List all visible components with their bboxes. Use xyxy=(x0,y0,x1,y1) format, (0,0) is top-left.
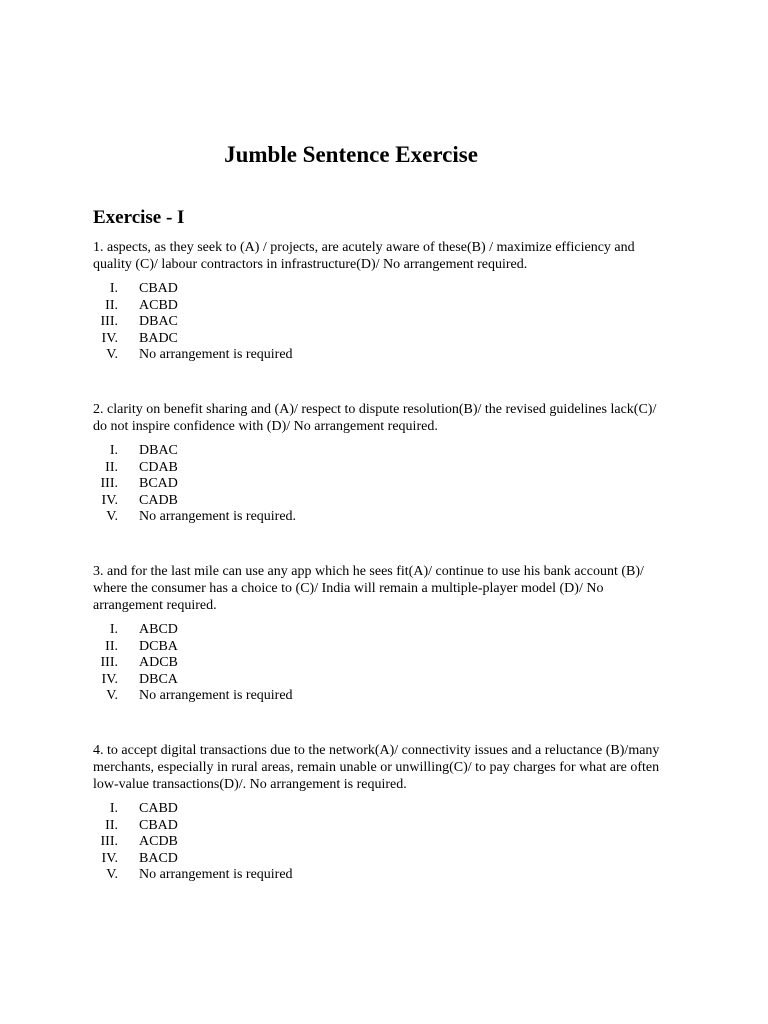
option-item xyxy=(93,347,673,364)
options-list xyxy=(93,801,673,884)
option-text: BACD xyxy=(139,850,178,866)
option-numeral: I. xyxy=(109,801,118,816)
question-text: 2. clarity on benefit sharing and (A)/ respect to dispute resolution(B)/ the revised guidelines lack(C)/ do not inspire confidence with (D)/ No arrangement required. xyxy=(93,402,657,434)
option-text: No arrangement is required xyxy=(139,867,293,883)
options-list xyxy=(93,622,673,705)
question-text: 1. aspects, as they seek to (A) / projects, are acutely aware of these(B) / maximize efficiency and quality (C)/ labour contractors in infrastructure(D)/ No arrangement required. xyxy=(93,240,635,272)
option-text: ABCD xyxy=(139,622,178,637)
option-numeral: II. xyxy=(105,459,118,475)
option-numeral: IV. xyxy=(101,850,118,866)
option-numeral: I. xyxy=(109,281,118,296)
option-item xyxy=(93,509,673,526)
option-numeral: IV. xyxy=(101,330,118,346)
question-text: 4. to accept digital transactions due to the network(A)/ connectivity issues and a reluctance (B)/many merchants, especially in rural areas, remain unable or unwilling(C)/ to pay charges for what are often low-value transactions(D)/. No arrangement is required. xyxy=(93,743,660,792)
option-item xyxy=(93,672,673,689)
option-text: DBCA xyxy=(139,671,178,687)
document-title: Jumble Sentence Exercise xyxy=(224,142,478,167)
section-heading: Exercise - I xyxy=(93,207,185,228)
option-numeral: V. xyxy=(106,347,118,363)
option-text: ADCB xyxy=(139,655,178,671)
option-text: CADB xyxy=(139,492,178,508)
option-item xyxy=(93,834,673,851)
option-numeral: IV. xyxy=(101,671,118,687)
option-text: DCBA xyxy=(139,638,178,654)
option-item xyxy=(93,851,673,868)
question-1 xyxy=(93,239,673,364)
option-item xyxy=(93,639,673,656)
option-numeral: III. xyxy=(100,655,118,671)
option-item xyxy=(93,476,673,493)
option-numeral: I. xyxy=(109,443,118,458)
option-text: CDAB xyxy=(139,459,178,475)
option-text: No arrangement is required xyxy=(139,688,293,704)
option-item xyxy=(93,281,673,298)
option-numeral: I. xyxy=(109,622,118,637)
option-text: No arrangement is required. xyxy=(139,509,297,525)
options-list xyxy=(93,281,673,364)
option-item xyxy=(93,314,673,331)
option-item xyxy=(93,460,673,477)
option-text: ACBD xyxy=(139,297,178,313)
option-numeral: V. xyxy=(106,509,118,525)
options-list xyxy=(93,443,673,526)
option-text: DBAC xyxy=(139,314,178,330)
option-item xyxy=(93,655,673,672)
option-numeral: III. xyxy=(100,476,118,492)
option-item xyxy=(93,331,673,348)
question-4 xyxy=(93,742,673,884)
option-numeral: III. xyxy=(100,834,118,850)
option-numeral: II. xyxy=(105,638,118,654)
option-item xyxy=(93,622,673,639)
option-text: CABD xyxy=(139,801,178,816)
option-item xyxy=(93,443,673,460)
option-item xyxy=(93,818,673,835)
option-item xyxy=(93,493,673,510)
option-text: ACDB xyxy=(139,834,178,850)
question-text: 3. and for the last mile can use any app which he sees fit(A)/ continue to use his bank account (B)/ where the consumer has a choice to (C)/ India will remain a multiple-player model (D)/ No arrangement required. xyxy=(93,564,644,613)
option-numeral: IV. xyxy=(101,492,118,508)
option-item xyxy=(93,801,673,818)
option-numeral: II. xyxy=(105,297,118,313)
option-item xyxy=(93,867,673,884)
option-numeral: V. xyxy=(106,688,118,704)
option-text: No arrangement is required xyxy=(139,347,293,363)
option-numeral: III. xyxy=(100,314,118,330)
question-2 xyxy=(93,401,673,526)
option-item xyxy=(93,688,673,705)
option-text: CBAD xyxy=(139,281,178,296)
option-text: CBAD xyxy=(139,817,178,833)
option-text: BADC xyxy=(139,330,178,346)
option-item xyxy=(93,298,673,315)
option-numeral: II. xyxy=(105,817,118,833)
option-text: BCAD xyxy=(139,476,178,492)
option-text: DBAC xyxy=(139,443,178,458)
option-numeral: V. xyxy=(106,867,118,883)
question-3 xyxy=(93,563,673,705)
